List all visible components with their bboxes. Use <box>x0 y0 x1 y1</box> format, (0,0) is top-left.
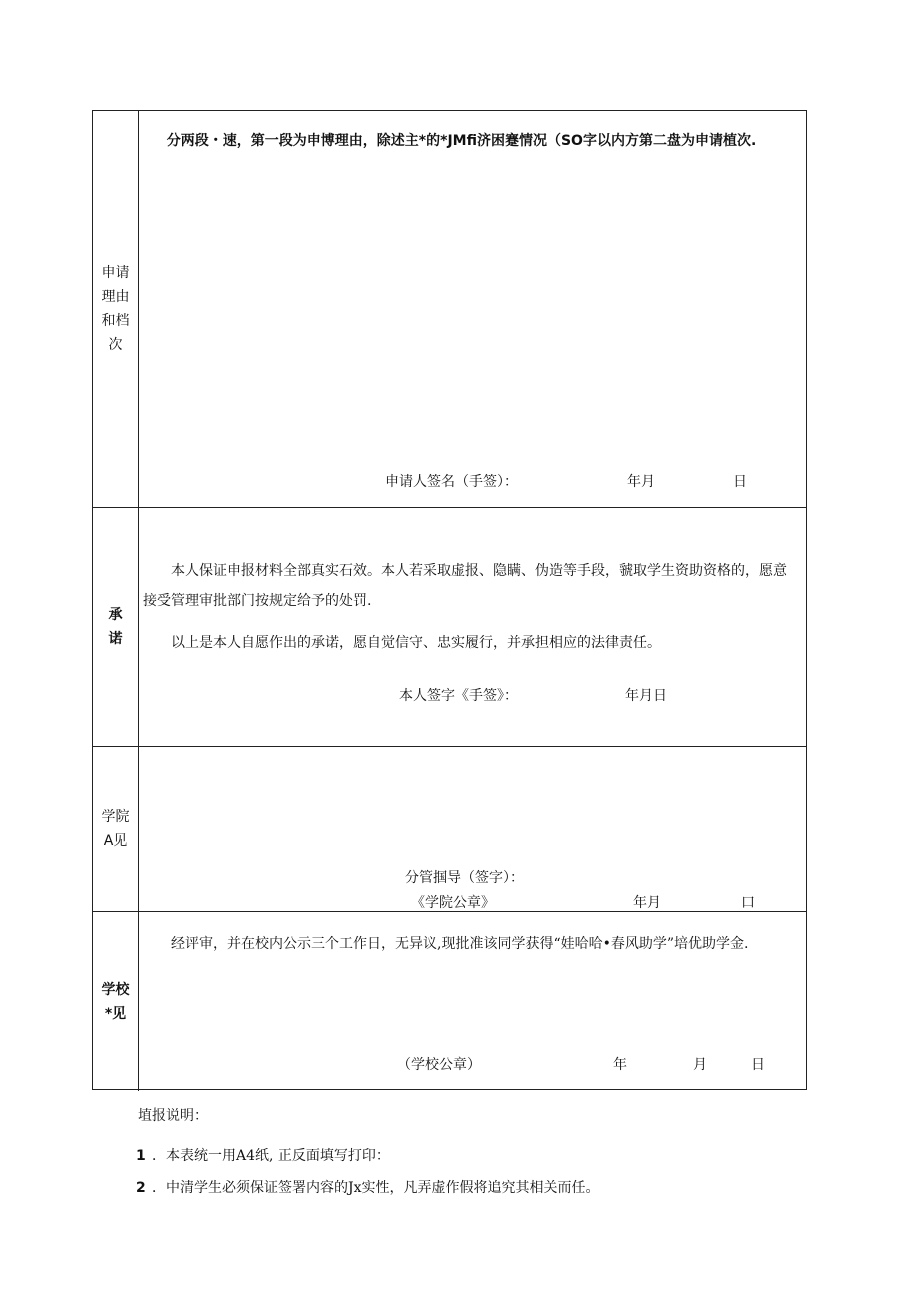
applicant-sign-date-day: 日 <box>733 474 747 490</box>
school-label: 学校*见 <box>101 981 130 1022</box>
reason-content[interactable] <box>139 111 806 507</box>
promise-content <box>139 508 806 746</box>
college-date-year-month: 年月 <box>633 895 661 911</box>
promise-text-1: 本人保证申报材料全部真实石效。本人若采取虚报、隐瞒、伪造等手段，虢取学生资助资格的，愿意接受管理审批部门按规定给予的处罚. <box>143 563 787 609</box>
college-row <box>93 747 806 912</box>
school-seal: （学校公章） <box>397 1057 481 1073</box>
note-item <box>136 1145 390 1165</box>
college-content[interactable] <box>139 747 806 911</box>
school-approval-text: 经评审，并在校内公示三个工作日，无异议,现批准该同学获得“娃哈哈•春风助学”培优助学金. <box>171 936 749 952</box>
promise-label: 承诺 <box>108 607 123 647</box>
applicant-sign-label: 申请人签名（手签）： <box>385 474 518 490</box>
college-label: 学院A见 <box>101 809 130 849</box>
promise-sign-label: 本人签字《手签》： <box>399 688 518 704</box>
reason-instruction: 分两段・速，第一段为申博理由，除述主*的*JMfi济困蹇情况（SO字以内方第二盘为申请植次. <box>166 133 757 149</box>
reason-label: 申请理由和档次 <box>101 265 130 353</box>
college-seal: 《学院公章》 <box>411 895 495 911</box>
reason-row <box>93 111 806 508</box>
college-label-cell <box>93 747 139 911</box>
promise-row <box>93 508 806 747</box>
college-sign-label: 分管掴导（签字）： <box>405 870 524 886</box>
application-form <box>92 110 807 1090</box>
note-number: 1 <box>136 1148 146 1164</box>
notes-title: 埴报说明： <box>138 1108 208 1124</box>
note-number: 2 <box>136 1180 146 1196</box>
reason-label-cell <box>93 111 139 507</box>
promise-label-cell <box>93 508 139 746</box>
promise-text-2: 以上是本人自愿作出的承诺，愿自觉信守、忠实履行，并承担相应的法律责任。 <box>171 635 661 651</box>
note-item <box>136 1177 600 1197</box>
college-date-day: 口 <box>741 895 755 911</box>
note-text: ．中清学生必须保证签署内容的Jx实性，凡弄虚作假将追究其相关而任。 <box>152 1180 600 1196</box>
school-label-cell <box>93 912 139 1091</box>
school-date-year: 年 <box>613 1057 627 1073</box>
applicant-sign-date-year-month: 年月 <box>627 474 655 490</box>
school-date-day: 日 <box>751 1057 765 1073</box>
school-content <box>139 912 806 1091</box>
school-date-month: 月 <box>693 1057 707 1073</box>
school-row <box>93 912 806 1091</box>
note-text: ．本表统一用A4纸, 正反面填写打印： <box>152 1148 390 1164</box>
promise-sign-date: 年月日 <box>625 688 667 704</box>
